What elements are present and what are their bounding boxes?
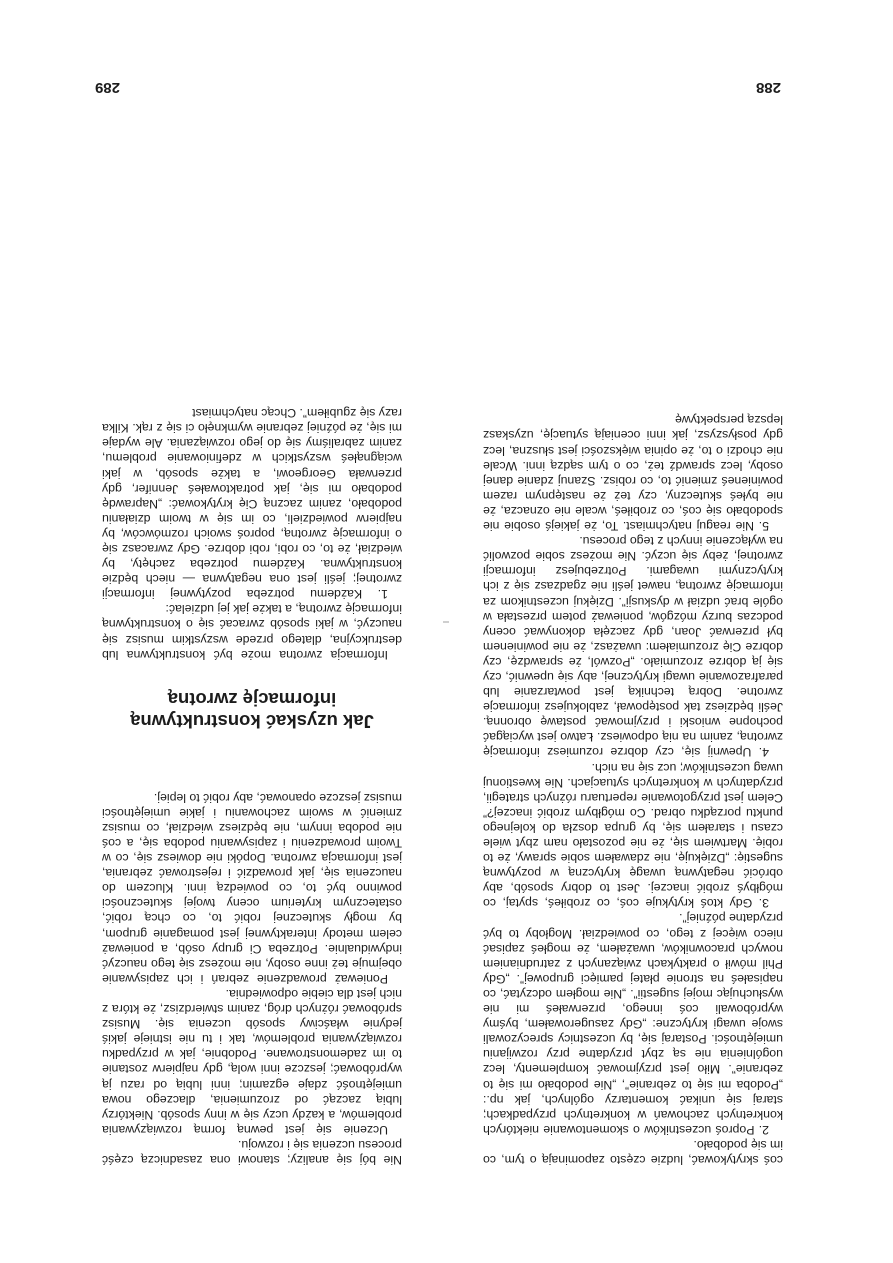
left-page bbox=[447, 0, 893, 1263]
paragraph: 5. Nie reaguj natychmiast. To, że jakiejś osobie nie spodobało się coś, co zrobiłeś, wcale nie oznacza, że nie byłeś skuteczny, czy też że następnym razem powinieneś zmienić to, co robisz. Szanuj zdanie danej osoby, lecz sprawdź też, co o tym sądzą inni. Wcale nie chodzi o to, że opinia większości jest słuszna, lecz gdy posłyszysz, jak inni oceniają sytuację, uzyskasz lepszą perspektywę bbox=[483, 413, 783, 534]
paragraph: coś skrytykować, ludzie często zapominają o tym, co im się podobało. bbox=[483, 1137, 783, 1167]
paragraph: 2. Poproś uczestników o skomentowanie niektórych konkretnych zachowań w konkretnych przypadkach; staraj się unikać komentarzy ogólnych, jak np.: „Podoba mi się to zebranie”, „Nie podobało mi się to zebranie”. Miło jest przyjmować komplementy, lecz uogólnienia nie są zbyt przydatne przy rozwijaniu umiejętności. Postaraj się, by uczestnicy sprecyzowali swoje uwagi krytyczne: „Gdy zasugerowałem, byśmy wypróbowali coś innego, przerwałeś mi nie wysłuchując mojej sugestii”. „Nie mogłem odczytać, co napisałeś na stronie płatej pamięci grupowej”. „Gdy Phil mówił o praktykach związanych z zatrudnianiem nowych pracowników, uważałem, że mogłeś zapisać nieco więcej z tego, co powiedział. Mogłoby to być przydatne później”. bbox=[483, 911, 783, 1137]
paragraph: Ponieważ prowadzenie zebrań i ich zapisywanie obejmuje też inne osoby, nie możesz się tego nauczyć indywidualnie. Potrzeba Ci grupy osób, a ponieważ celem metody interaktywnej jest pomaganie grupom, by mogły skutecznej robić to, co chcą robić, ostatecznym kryterium oceny twojej skuteczności powinno być to, co powiedzą inni. Kluczem do nauczenia się, jak prowadzić i rejestrować zebrania, jest informacja zwrotna. Dopóki nie dowiesz się, co w Twoim prowadzeniu i zapisywaniu podoba się, a coś nie podoba innym, nie będziesz wiedział, co musisz zmienić w swoim zachowaniu i jakie umiejętności musisz jeszcze opanować, aby robić to lepiej. bbox=[102, 790, 402, 986]
paragraph: 1. Każdemu potrzeba pozytywnej informacji zwrotnej; jeśli jest ona negatywna — niech będzie konstruktywna. Każdemu potrzeba zachęty, by wiedział, że to, co robi, robi dobrze. Gdy zwracasz się o informację zwrotną, poproś swoich rozmówców, by najpierw powiedzieli, co im się w twoim działaniu podobało, zanim zaczną Cię krytykować: „Naprawdę podobało mi się, jak potraktowałeś Jennifer, gdy przerwała Georgeowi, a także sposób, w jaki wciągnąłeś wszystkich w zdefiniowanie problemu, zanim zabraliśmy się do jego rozwiązania. Ale wydaje mi się, że później zebranie wymknęło ci się z rąk. Kilka razy się zgubiłem”. Chcąc natychmiast bbox=[102, 406, 402, 602]
paragraph: Informacja zwrotna może być konstruktywna lub destrukcyjna, dlatego przede wszystkim musisz się nauczyć, w jaki sposób zwracać się o konstruktywną informację zwrotną, a także jak jej udzielać: bbox=[102, 602, 402, 662]
page-number: 288 bbox=[755, 79, 781, 96]
section-heading: Jak uzyskać konstruktywną informację zwrotną bbox=[130, 688, 374, 732]
left-page-text bbox=[483, 412, 783, 1167]
paragraph: 4. Upewnij się, czy dobrze rozumiesz informację zwrotną, zanim na nią odpowiesz. Łatwo jest wyciągać pochopne wnioski i przyjmować postawę obronną. Jeśli będziesz tak postępował, zablokujesz informacje zwrotne. Dobrą techniką jest powtarzanie lub parafrazowanie uwagi krytycznej, aby się upewnić, czy się ją dobrze zrozumiało. „Pozwól, że sprawdzę, czy dobrze Cię zrozumiałem: uważasz, że nie powinienem był przerwać Joan, gdy zaczęła dokonywać oceny podczas burzy mózgów, ponieważ potem przestała w ogóle brać udział w dyskusji”. Dziękuj uczestnikom za informację zwrotną, nawet jeśli nie zgadzasz się z ich krytycznymi uwagami. Potrzebujesz informacji zwrotnej, żeby się uczyć. Nie możesz sobie pozwolić na wyłączenie innych z tego procesu. bbox=[483, 534, 783, 760]
paragraph: 3. Gdy ktoś krytykuje coś, co zrobiłeś, spytaj, co mógłbyś zrobić inaczej. Jest to dobry sposób, aby obrócić negatywną uwagę krytyczną w pozytywną sugestię: „Dziękuję, nie zdawałem sobie sprawy, że to robię. Martwiem się, że nie pozostało nam zbyt wiele czasu i starałem się, by grupa doszła do kolejnego punktu porządku obrad. Co mógłbym zrobić inaczej?” Celem jest przygotowanie repertuaru różnych strategii, przydatnych w konkretnych sytuacjach. Nie kwestionuj uwag uczestników; ucz się na nich. bbox=[483, 760, 783, 911]
right-page-text bbox=[102, 405, 402, 1167]
paragraph: Uczenie się jest pewną formą rozwiązywania problemów, a każdy uczy się w inny sposób. Niektórzy lubią zacząć od zrozumienia, dlaczego nowa umiejętność zdaje egzamin; inni lubią od razu ją wypróbować; jeszcze inni wolą, gdy najpierw zostanie to im zademonstrowane. Podobnie, jak w przypadku rozwiązywania problemów, tak i tu nie istnieje jakiś jedynie właściwy sposób uczenia się. Musisz spróbować różnych dróg, zanim stwierdzisz, że która z nich jest dla ciebie odpowiednia. bbox=[102, 986, 402, 1137]
page-number: 289 bbox=[94, 79, 120, 96]
gutter-mark bbox=[443, 621, 449, 623]
paragraph: Nie bój się analizy; stanowi ona zasadniczą część procesu uczenia się i rozwoju. bbox=[102, 1137, 402, 1167]
right-page bbox=[0, 0, 446, 1263]
